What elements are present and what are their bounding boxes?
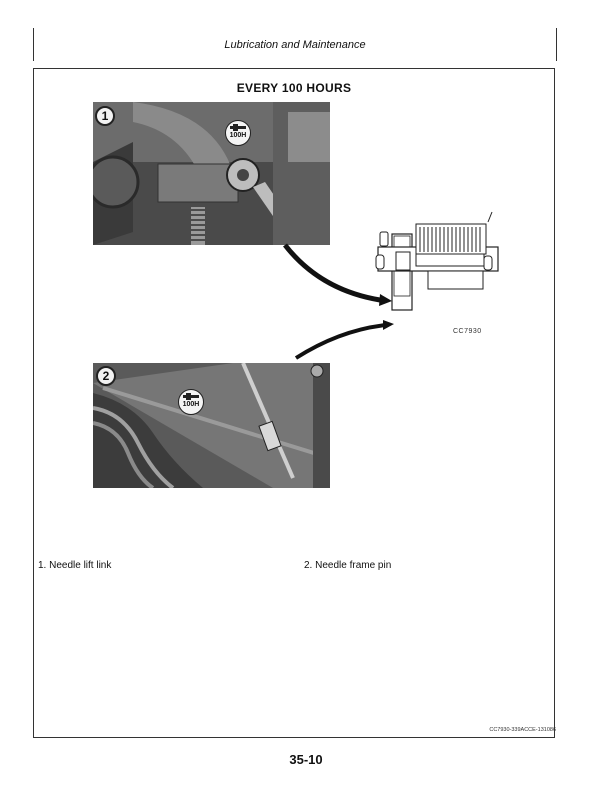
header-title: Lubrication and Maintenance xyxy=(224,39,366,51)
caption-needle-lift-link: 1. Needle lift link xyxy=(38,560,112,571)
caption-needle-frame-pin: 2. Needle frame pin xyxy=(304,560,392,571)
diagram-code: CC7930 xyxy=(453,328,482,335)
page-number: 35-10 xyxy=(289,752,323,767)
section-title: EVERY 100 HOURS xyxy=(236,81,352,95)
interval-badge-label: 100H xyxy=(229,132,247,139)
callout-1: 1 xyxy=(95,106,115,126)
document-code: CC7930-339ACCE-131086 xyxy=(489,727,556,733)
interval-badge-label: 100H xyxy=(182,401,200,408)
callout-2: 2 xyxy=(96,366,116,386)
